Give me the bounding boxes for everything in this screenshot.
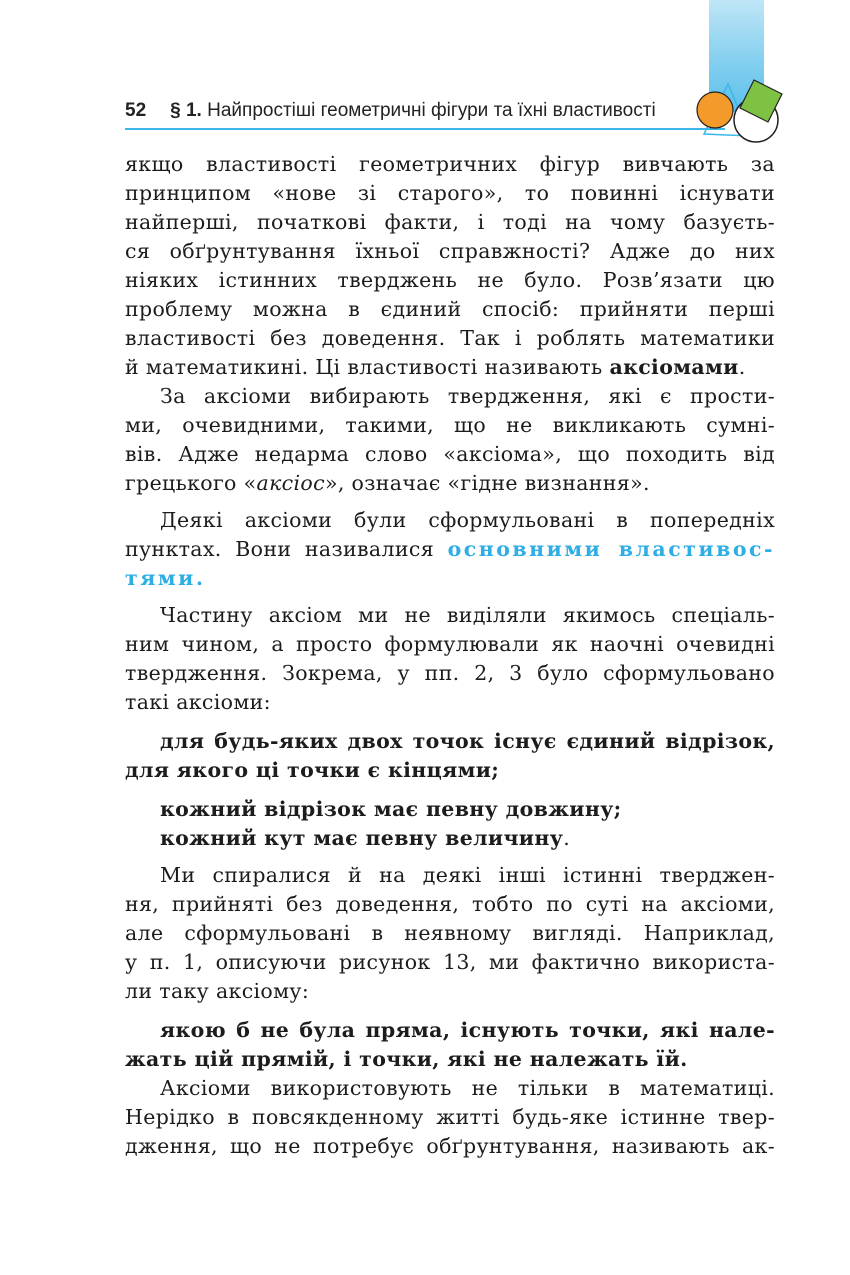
text-line: ли таку аксіому: — [125, 979, 310, 1003]
geometric-shapes-decoration — [690, 70, 800, 150]
axiom-segment-uniqueness — [125, 727, 775, 785]
text-line: у п. 1, описуючи рисунок 13, ми фактично використа- — [125, 950, 775, 974]
text-fragment: пунктах. Вони називалися — [125, 537, 448, 561]
text-line: якою б не була пряма, існують точки, які нале- — [160, 1018, 775, 1042]
text-line: Нерідко в повсякденному житті будь-яке істинне твер- — [125, 1105, 775, 1129]
text-line: властивості без доведення. Так і роблять математики — [125, 326, 775, 350]
body-text — [125, 150, 775, 1161]
text-line: Частину аксіом ми не виділяли якимось спеціаль- — [160, 603, 775, 627]
paragraph-2 — [125, 382, 775, 498]
text-line — [125, 535, 775, 564]
section-title: Найпростіші геометричні фігури та їхні властивості — [207, 100, 656, 121]
section-mark: § 1. — [170, 100, 202, 121]
term-axios: аксіос — [256, 471, 325, 495]
text-fragment: грецького « — [125, 471, 257, 495]
paragraph-4 — [125, 601, 775, 717]
text-line: але сформульовані в неявному вигляді. Наприклад, — [125, 921, 775, 945]
text-line: ми, очевидними, такими, що не викликають сумні- — [125, 413, 775, 437]
text-line: жать цій прямій, і точки, які не належать їй. — [125, 1047, 688, 1071]
text-line: ся обґрунтування їхньої справжності? Адже до них — [125, 239, 775, 263]
text-fragment: кожний кут має певну величину — [160, 826, 564, 850]
paragraph-3 — [125, 506, 775, 593]
text-line: кожний відрізок має певну довжину; — [160, 797, 622, 821]
text-line — [125, 353, 775, 382]
header-rule — [125, 128, 725, 130]
text-line: Деякі аксіоми були сформульовані в попередніх — [160, 508, 775, 532]
term-basic-properties: основними властивос- — [447, 537, 775, 561]
text-line: За аксіоми вибирають твердження, які є прости- — [160, 384, 775, 408]
axiom-angle-measure — [125, 824, 775, 853]
page-number: 52 — [125, 100, 147, 121]
paragraph-6 — [125, 1074, 775, 1161]
text-line: вів. Адже недарма слово «аксіома», що походить від — [125, 442, 775, 466]
text-line: для якого ці точки є кінцями; — [125, 758, 500, 782]
text-line: для будь-яких двох точок існує єдиний відрізок, — [160, 729, 775, 753]
text-line: ня, прийняті без доведення, тобто по суті на аксіоми, — [125, 892, 775, 916]
text-line — [125, 824, 775, 853]
orange-circle-icon — [697, 92, 733, 128]
text-fragment: », означає «гідне визнання». — [324, 471, 650, 495]
paragraph-1 — [125, 150, 775, 382]
text-line: принципом «нове зі старого», то повинні існувати — [125, 181, 775, 205]
text-fragment: й математикині. Ці властивості називають — [125, 355, 610, 379]
paragraph-5 — [125, 861, 775, 1006]
text-fragment: . — [563, 826, 571, 850]
text-line — [125, 469, 775, 498]
running-header — [125, 100, 715, 128]
term-axioms: аксіомами — [609, 355, 739, 379]
axiom-segment-length — [125, 795, 775, 824]
text-line: проблему можна в єдиний спосіб: прийняти перші — [125, 297, 775, 321]
axiom-line-points — [125, 1016, 775, 1074]
term-basic-properties-end: тями. — [125, 566, 206, 590]
text-line: найперші, початкові факти, і тоді на чому базуєть- — [125, 210, 775, 234]
text-line: твердження. Зокрема, у пп. 2, 3 було сформульовано — [125, 661, 775, 685]
text-line: Аксіоми використовують не тільки в математиці. — [160, 1076, 775, 1100]
text-line: Ми спиралися й на деякі інші істинні тверджен- — [160, 863, 775, 887]
text-line: ним чином, а просто формулювали як наочні очевидні — [125, 632, 775, 656]
text-line: ніяких істинних тверджень не було. Розв’язати цю — [125, 268, 775, 292]
text-line: дження, що не потребує обґрунтування, називають ак- — [125, 1134, 775, 1158]
text-line: якщо властивості геометричних фігур вивчають за — [125, 152, 775, 176]
text-line: такі аксіоми: — [125, 690, 271, 714]
text-fragment: . — [738, 355, 746, 379]
